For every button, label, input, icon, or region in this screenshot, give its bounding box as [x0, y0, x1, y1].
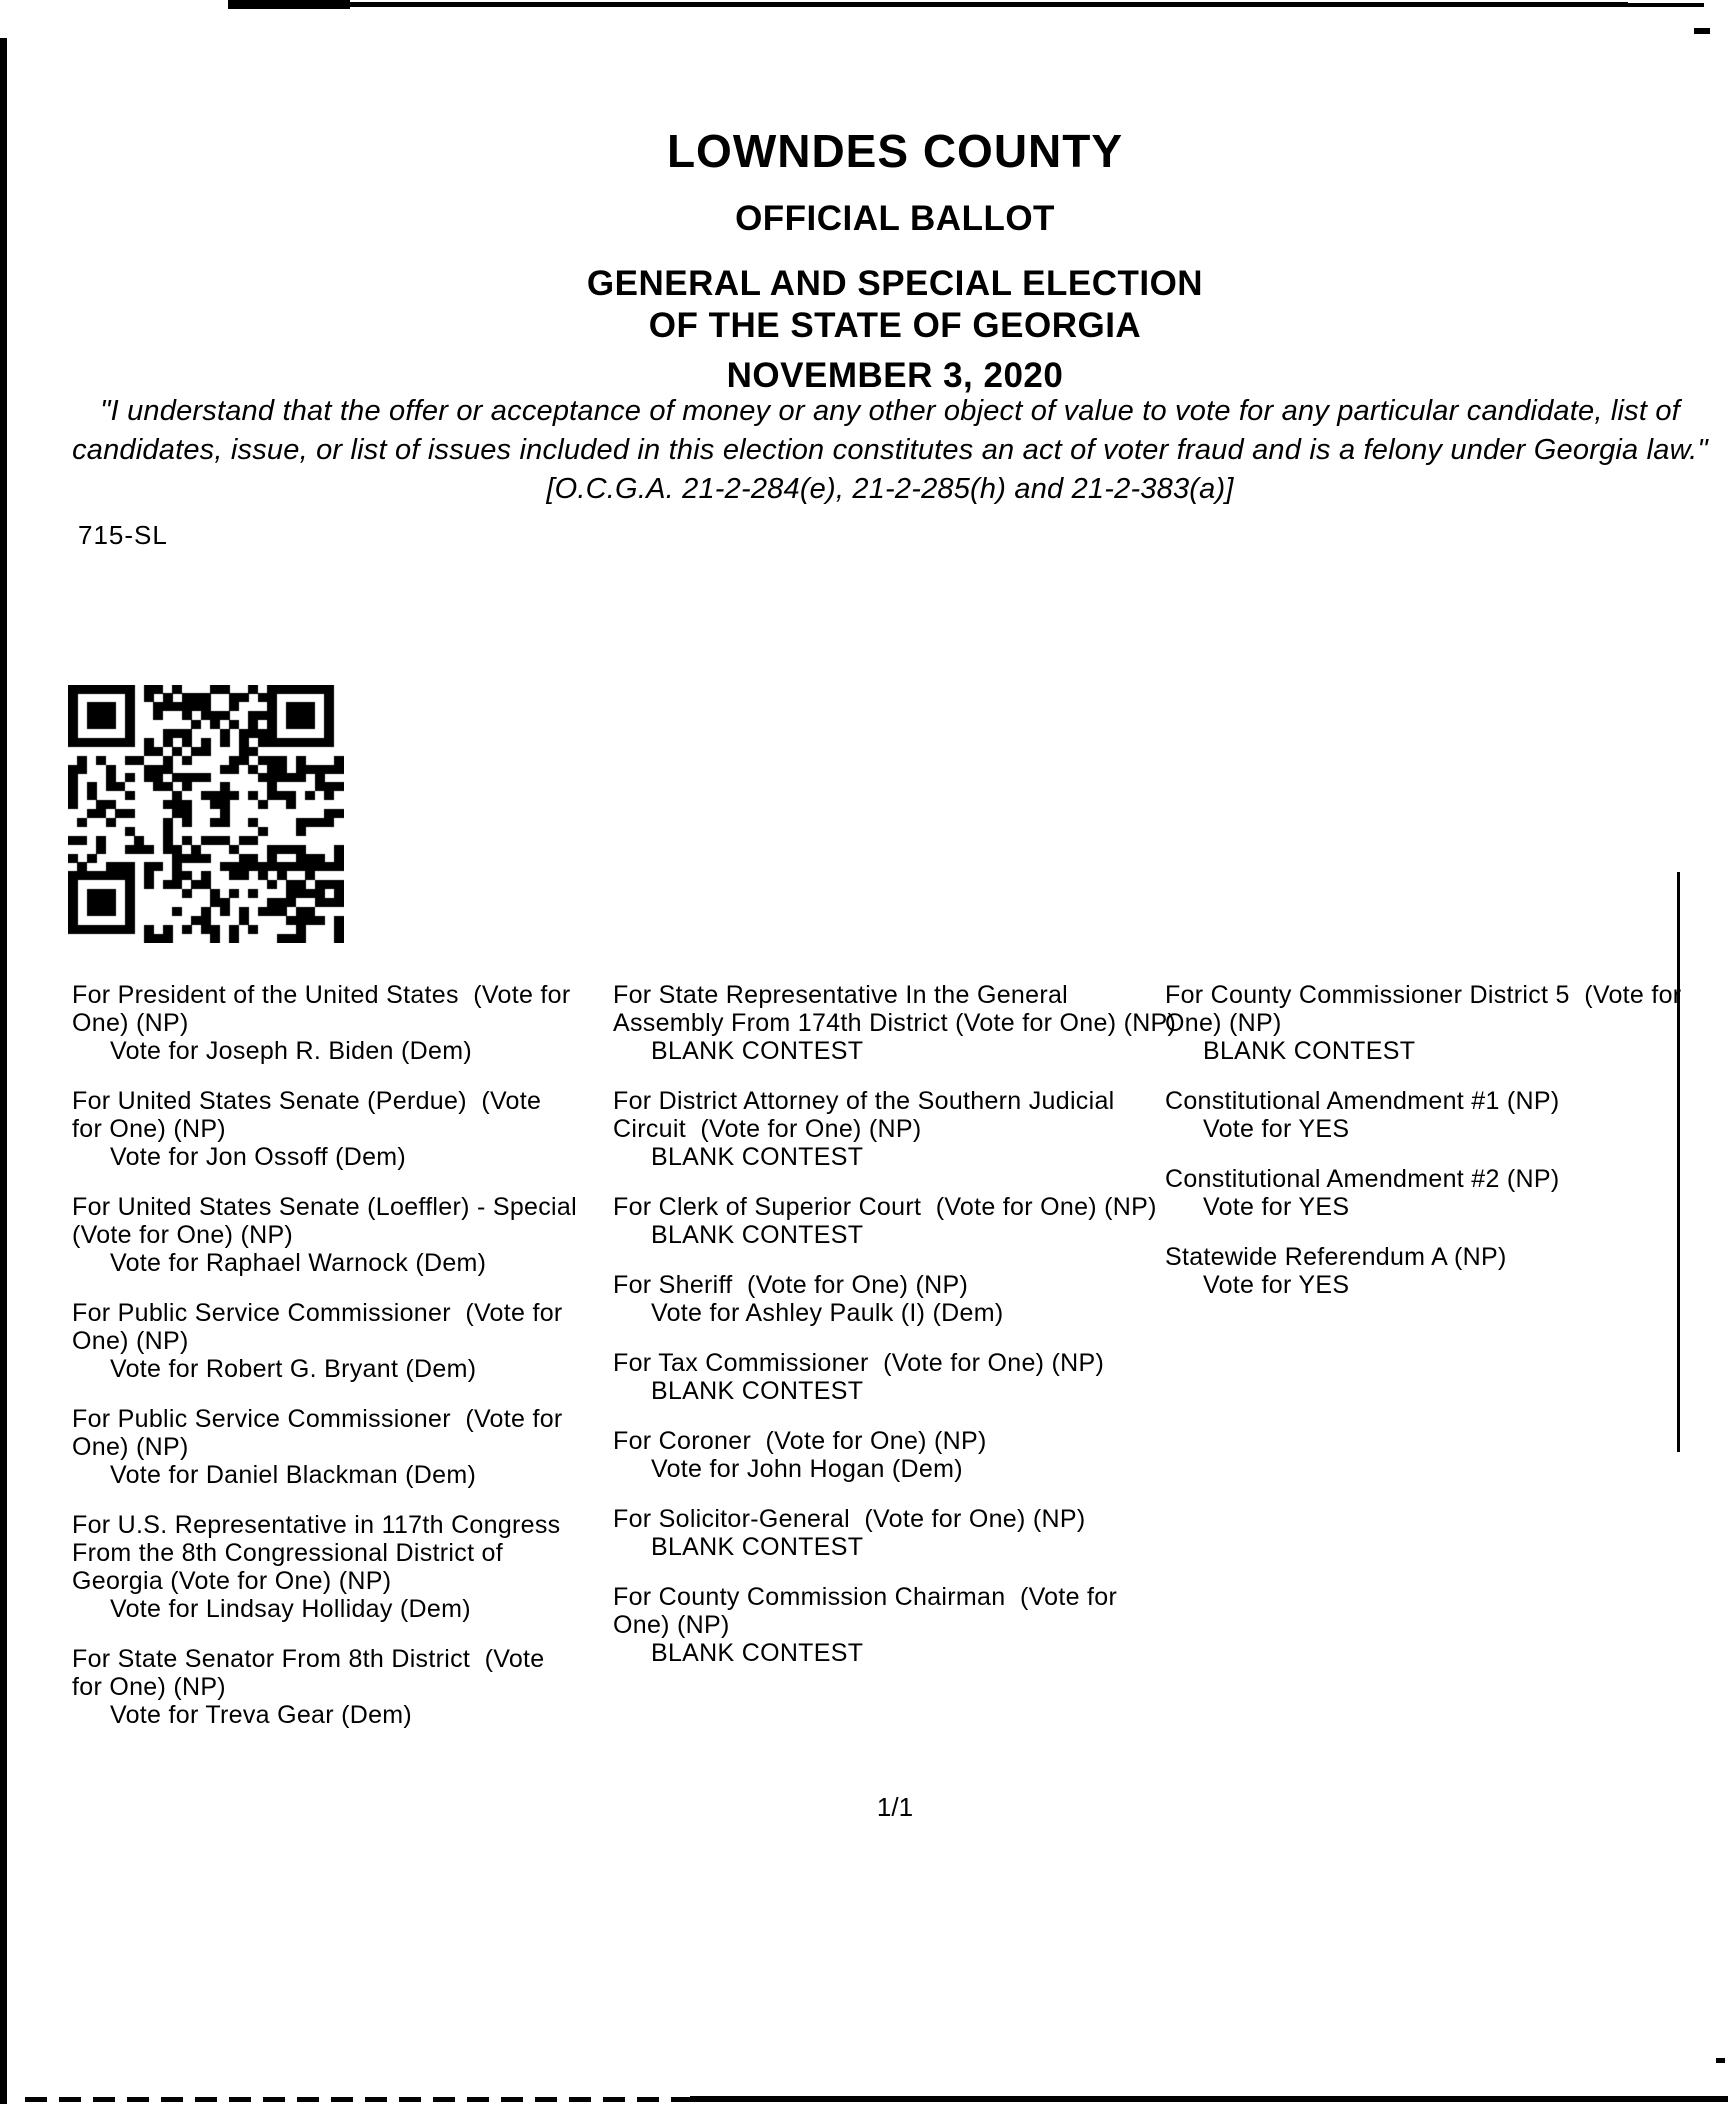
contest-title: For United States Senate (Perdue) (Vote for One) (NP) [72, 1087, 549, 1143]
contest [1165, 1165, 1685, 1221]
contest-selection: Vote for Jon Ossoff (Dem) [110, 1143, 407, 1171]
page-number: 1/1 [876, 1792, 914, 1822]
contest [613, 1427, 1178, 1483]
scan-artifact-bottom-line [690, 2096, 1728, 2102]
contest-title: Constitutional Amendment #1 (NP) [1165, 1087, 1560, 1115]
contest-selection: BLANK CONTEST [651, 1037, 864, 1065]
contest-selection: Vote for Treva Gear (Dem) [110, 1701, 413, 1729]
ballot-type-title: OFFICIAL BALLOT [735, 199, 1055, 238]
scan-artifact-top-line [350, 2, 1628, 7]
contest [72, 1405, 577, 1489]
contest-selection: BLANK CONTEST [1203, 1037, 1416, 1065]
contest-title: For Public Service Commissioner (Vote for One) (NP) [72, 1299, 570, 1355]
contest-title: For Clerk of Superior Court (Vote for One) (NP) [613, 1193, 1157, 1221]
contest-selection: Vote for Joseph R. Biden (Dem) [110, 1037, 472, 1065]
scan-artifact-speck [1694, 28, 1710, 34]
contest [613, 1271, 1178, 1327]
contest-selection: Vote for Raphael Warnock (Dem) [110, 1249, 487, 1277]
contest-selection: Vote for Ashley Paulk (I) (Dem) [651, 1299, 1004, 1327]
contest-title: Constitutional Amendment #2 (NP) [1165, 1165, 1560, 1193]
fraud-notice: "I understand that the offer or acceptance of money or any other object of value to vote for any particular candidate, list of candidates, issue, or list of issues included in this election constitutes an act of voter fraud and is a felony under Georgia law." [O.C.G.A. 21-2-284(e), 21-2-285(h) and 21-2-383(a)] [72, 395, 1708, 505]
scan-artifact-top-line [1628, 3, 1704, 7]
ballot-style-code: 715-SL [78, 520, 168, 550]
contest-selection: BLANK CONTEST [651, 1143, 864, 1171]
contest-selection: BLANK CONTEST [651, 1639, 864, 1667]
contest-selection: Vote for Daniel Blackman (Dem) [110, 1461, 477, 1489]
contest-selection: BLANK CONTEST [651, 1533, 864, 1561]
contest-title: For State Representative In the General Assembly From 174th District (Vote for One) (NP) [613, 981, 1177, 1037]
contest-title: For President of the United States (Vote for One) (NP) [72, 981, 578, 1037]
ballot-header [80, 125, 1710, 402]
contest [1165, 1087, 1685, 1143]
contest [72, 1299, 577, 1383]
contest [613, 1087, 1178, 1171]
county-title: LOWNDES COUNTY [666, 125, 1124, 177]
contest-selection: Vote for YES [1203, 1193, 1350, 1221]
contest [72, 1087, 577, 1171]
contest-title: For United States Senate (Loeffler) - Special (Vote for One) (NP) [72, 1193, 592, 1249]
contest [613, 1349, 1178, 1405]
election-title-line1: GENERAL AND SPECIAL ELECTION [586, 264, 1204, 303]
contest-title: For Coroner (Vote for One) (NP) [613, 1427, 987, 1455]
contest-title: For State Senator From 8th District (Vote for One) (NP) [72, 1645, 552, 1701]
contest [1165, 1243, 1685, 1299]
contest-title: For Solicitor-General (Vote for One) (NP) [613, 1505, 1086, 1533]
contest [72, 981, 577, 1065]
contest-title: Statewide Referendum A (NP) [1165, 1243, 1507, 1271]
election-title-line2: OF THE STATE OF GEORGIA [648, 306, 1142, 345]
contest [613, 1193, 1178, 1249]
contest-title: For County Commissioner District 5 (Vote for One) (NP) [1165, 981, 1689, 1037]
contest-title: For County Commission Chairman (Vote for One) (NP) [613, 1583, 1125, 1639]
contest [72, 1193, 592, 1277]
contest [1165, 981, 1689, 1065]
contest-selection: BLANK CONTEST [651, 1377, 864, 1405]
contest-selection: Vote for YES [1203, 1271, 1350, 1299]
contest-selection: Vote for John Hogan (Dem) [651, 1455, 963, 1483]
scan-artifact-top-line [228, 0, 350, 9]
contest-title: For Tax Commissioner (Vote for One) (NP) [613, 1349, 1105, 1377]
qr-code [68, 685, 344, 943]
contest [613, 1583, 1178, 1667]
contest-column-3 [1165, 981, 1689, 1321]
scan-artifact-bottom-line [25, 2097, 690, 2102]
contest [613, 981, 1178, 1065]
contest-selection: Vote for YES [1203, 1115, 1350, 1143]
election-date: NOVEMBER 3, 2020 [726, 356, 1064, 396]
contest [72, 1645, 577, 1729]
contest-column-1 [72, 981, 592, 1751]
contest-title: For Public Service Commissioner (Vote for One) (NP) [72, 1405, 570, 1461]
contest-title: For Sheriff (Vote for One) (NP) [613, 1271, 969, 1299]
scan-artifact-speck [1716, 2058, 1725, 2063]
contest-selection: Vote for Lindsay Holliday (Dem) [110, 1595, 471, 1623]
contest-selection: Vote for Robert G. Bryant (Dem) [110, 1355, 477, 1383]
contest [72, 1511, 577, 1623]
contest-selection: BLANK CONTEST [651, 1221, 864, 1249]
contest-title: For U.S. Representative in 117th Congress From the 8th Congressional District of Georgia (Vote for One) (NP) [72, 1511, 568, 1595]
contest-column-2 [613, 981, 1178, 1689]
contest [613, 1505, 1178, 1561]
contest-title: For District Attorney of the Southern Judicial Circuit (Vote for One) (NP) [613, 1087, 1122, 1143]
